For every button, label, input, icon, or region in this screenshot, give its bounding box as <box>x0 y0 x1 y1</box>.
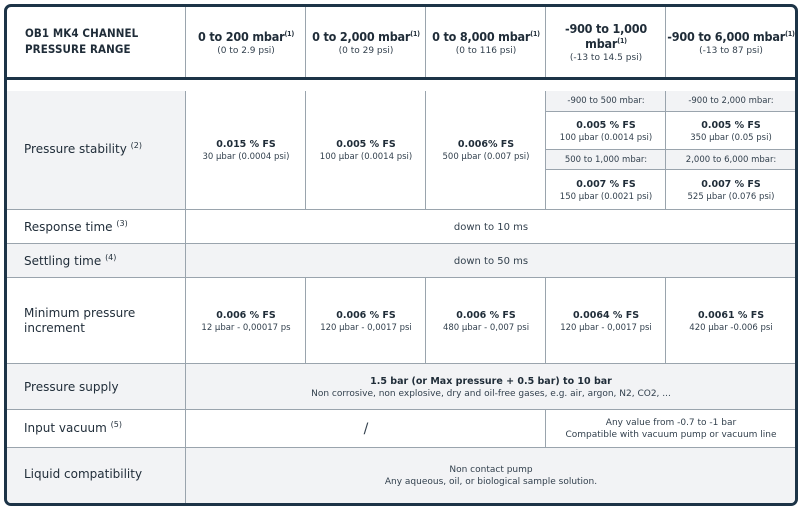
stability-value-b <box>546 169 666 210</box>
range-label: 2,000 to 6,000 mbar: <box>685 155 777 165</box>
row-label: Settling time $^{(4)}$ <box>24 253 117 268</box>
stability-unit: 150 µbar (0.0021 psi) <box>559 191 653 202</box>
increment-unit: 120 µbar - 0,0017 psi <box>560 322 652 333</box>
stability-unit: 525 µbar (0.076 psi) <box>687 191 775 202</box>
row-input-vacuum <box>7 409 795 448</box>
increment-value: 0.006 % FS <box>456 309 516 321</box>
stability-value: 0.005 % FS <box>336 138 396 150</box>
range-label: -900 to 500 mbar: <box>567 96 645 106</box>
stability-col-4 <box>545 91 666 209</box>
response-time-value: down to 10 ms <box>453 221 529 233</box>
row-label <box>24 306 135 336</box>
header-col-1-psi: (0 to 2.9 psi) <box>217 45 275 56</box>
stability-unit: 500 µbar (0.007 psi) <box>442 151 530 162</box>
header-col-2-range: 0 to 2,000 mbar$^{(1)}$ <box>312 28 420 44</box>
header-col-4-psi: (-13 to 14.5 psi) <box>569 53 643 63</box>
increment-unit: 420 µbar -0.006 psi <box>689 322 773 333</box>
stability-value: 0.007 % FS <box>576 178 636 190</box>
stability-value: 0.006% FS <box>457 138 515 150</box>
stability-col-2 <box>305 91 426 209</box>
increment-value: 0.006 % FS <box>336 309 396 321</box>
increment-value: 0.0064 % FS <box>572 309 640 321</box>
row-liquid-compatibility <box>7 447 795 504</box>
increment-col-5 <box>665 278 796 364</box>
header-title-line2: PRESSURE RANGE <box>25 42 131 56</box>
row-label-line1: Minimum pressure <box>24 306 136 320</box>
header-col-1 <box>185 7 306 77</box>
stability-value: 0.005 % FS <box>701 119 761 131</box>
spec-table <box>4 4 798 506</box>
stability-range-b <box>666 149 796 170</box>
liquid-line2: Any aqueous, oil, or biological sample solution. <box>384 477 598 487</box>
stability-value-a <box>666 111 796 150</box>
input-vacuum-range: Any value from -0.7 to -1 bar <box>605 418 737 428</box>
row-response-time <box>7 209 795 244</box>
header-col-3-range: 0 to 8,000 mbar$^{(1)}$ <box>432 28 540 44</box>
stability-unit: 350 µbar (0.05 psi) <box>690 132 772 143</box>
header-col-2-psi: (0 to 29 psi) <box>338 45 394 56</box>
settling-time-value-cell <box>185 244 796 278</box>
range-label: -900 to 2,000 mbar: <box>688 96 774 106</box>
increment-unit: 120 µbar - 0,0017 psi <box>320 322 412 333</box>
row-label: Pressure supply <box>24 380 119 394</box>
stability-value-a <box>546 111 666 150</box>
increment-value: 0.0061 % FS <box>697 309 765 321</box>
stability-col-5 <box>665 91 796 209</box>
stability-range-a <box>546 91 666 111</box>
range-label: 500 to 1,000 mbar: <box>564 155 648 165</box>
stability-range-a <box>666 91 796 111</box>
row-pressure-supply <box>7 363 795 410</box>
stability-value: 0.005 % FS <box>576 119 636 131</box>
stability-col-1 <box>185 91 306 209</box>
row-min-increment <box>7 277 795 364</box>
header-col-2 <box>305 7 426 77</box>
input-vacuum-none: / <box>363 421 369 437</box>
table-header <box>7 7 795 80</box>
stability-value: 0.007 % FS <box>701 178 761 190</box>
stability-value-b <box>666 169 796 210</box>
row-label: Liquid compatibility <box>24 467 143 481</box>
pressure-supply-detail: Non corrosive, non explosive, dry and oil-free gases, e.g. air, argon, N2, CO2, ... <box>311 388 671 399</box>
stability-value: 0.015 % FS <box>216 138 276 150</box>
stability-col-3 <box>425 91 546 209</box>
input-vacuum-right-cell <box>545 410 796 448</box>
row-label: Input vacuum $^{(5)}$ <box>24 420 123 435</box>
row-label: Pressure stability $^{(2)}$ <box>24 141 142 156</box>
liquid-value-cell <box>185 448 796 504</box>
increment-col-3 <box>425 278 546 364</box>
header-col-5 <box>665 7 796 77</box>
liquid-line1: Non contact pump <box>449 465 533 475</box>
row-label: Response time $^{(3)}$ <box>24 219 128 234</box>
row-label-line2: increment <box>24 321 85 335</box>
increment-col-4 <box>545 278 666 364</box>
header-title-line1: OB1 MK4 CHANNEL <box>25 26 139 40</box>
header-col-5-range: -900 to 6,000 mbar$^{(1)}$ <box>667 28 795 44</box>
pressure-supply-value-cell <box>185 364 796 410</box>
header-col-3 <box>425 7 546 77</box>
header-title <box>25 25 138 57</box>
increment-unit: 480 µbar - 0,007 psi <box>442 322 530 333</box>
increment-col-1 <box>185 278 306 364</box>
header-col-4-range: -900 to 1,000 mbar$^{(1)}$ <box>564 21 648 51</box>
settling-time-value: down to 50 ms <box>453 255 529 267</box>
increment-col-2 <box>305 278 426 364</box>
stability-unit: 100 µbar (0.0014 psi) <box>559 132 653 143</box>
row-settling-time <box>7 243 795 278</box>
input-vacuum-left-cell <box>185 410 546 448</box>
increment-unit: 12 µbar - 0,00017 ps <box>201 322 291 333</box>
increment-value: 0.006 % FS <box>216 309 276 321</box>
header-col-5-psi: (-13 to 87 psi) <box>699 45 763 56</box>
stability-unit: 30 µbar (0.0004 psi) <box>202 151 290 162</box>
header-col-3-psi: (0 to 116 psi) <box>455 45 517 56</box>
header-col-4 <box>545 7 666 77</box>
stability-range-b <box>546 149 666 170</box>
input-vacuum-compat: Compatible with vacuum pump or vacuum line <box>565 430 777 440</box>
response-time-value-cell <box>185 210 796 244</box>
pressure-supply-value: 1.5 bar (or Max pressure + 0.5 bar) to 10 bar <box>370 375 612 387</box>
row-pressure-stability <box>7 91 795 209</box>
header-col-1-range: 0 to 200 mbar$^{(1)}$ <box>198 28 294 44</box>
stability-unit: 100 µbar (0.0014 psi) <box>319 151 413 162</box>
